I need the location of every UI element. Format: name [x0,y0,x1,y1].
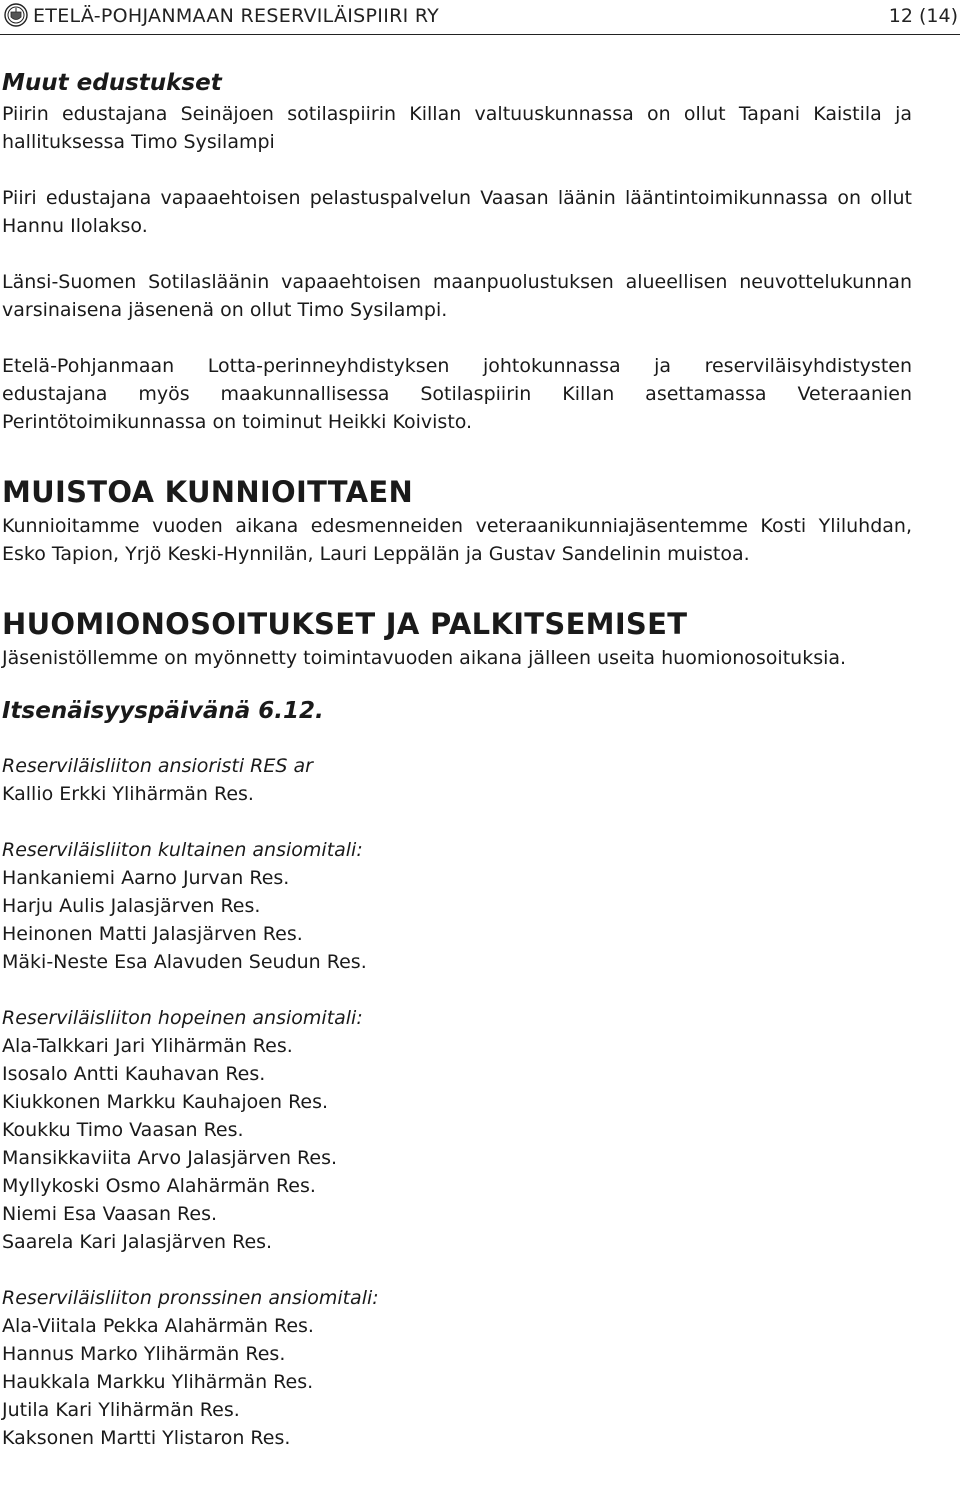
page-header [0,0,960,35]
award-group [2,836,912,976]
recipient-item: Mansikkaviita Arvo Jalasjärven Res. [2,1147,338,1169]
paragraph-pelastuspalvelu: Piiri edustajana vapaaehtoisen pelastuspalvelun Vaasan läänin lääntintoimikunnassa on ollut Hannu Ilolakso. [2,187,912,237]
recipient-item: Kaksonen Martti Ylistaron Res. [2,1427,291,1449]
recipient-item: Harju Aulis Jalasjärven Res. [2,895,261,917]
award-group [2,1004,912,1256]
recipient-item: Hankaniemi Aarno Jurvan Res. [2,867,290,889]
paragraph-huomionosoitukset: Jäsenistöllemme on myönnetty toimintavuoden aikana jälleen useita huomionosoituksia. [2,647,847,669]
recipient-list [2,1312,912,1452]
paragraph-lotta-line: Perintötoimikunnassa on toiminut Heikki Koivisto. [2,411,473,433]
document-body [2,68,912,1452]
emblem-icon [4,3,28,27]
award-group [2,1284,912,1452]
award-category: Reserviläisliiton ansioristi RES ar [2,755,313,777]
recipient-item: Hannus Marko Ylihärmän Res. [2,1343,286,1365]
recipient-item: Jutila Kari Ylihärmän Res. [2,1399,240,1421]
recipient-list [2,864,912,976]
recipient-item: Kallio Erkki Ylihärmän Res. [2,783,254,805]
recipient-item: Heinonen Matti Jalasjärven Res. [2,923,303,945]
recipient-item: Isosalo Antti Kauhavan Res. [2,1063,266,1085]
recipient-item: Haukkala Markku Ylihärmän Res. [2,1371,314,1393]
paragraph-lotta-line: edustajana myös maakunnallisessa Sotilaspiirin Killan asettamassa Veteraanien [2,383,912,405]
recipient-item: Ala-Viitala Pekka Alahärmän Res. [2,1315,314,1337]
recipient-item: Mäki-Neste Esa Alavuden Seudun Res. [2,951,367,973]
paragraph-kilta: Piirin edustajana Seinäjoen sotilaspiirin Killan valtuuskunnassa on ollut Tapani Kaistila ja hallituksessa Timo Sysilampi [2,103,912,153]
recipient-item: Saarela Kari Jalasjärven Res. [2,1231,273,1253]
paragraph-lotta [2,352,912,436]
page-number: 12 (14) [888,5,958,27]
recipient-list [2,1032,912,1256]
award-category: Reserviläisliiton kultainen ansiomitali: [2,839,363,861]
recipient-list [2,780,912,808]
recipient-item: Koukku Timo Vaasan Res. [2,1119,244,1141]
award-category: Reserviläisliiton hopeinen ansiomitali: [2,1007,363,1029]
awards-list [2,752,912,1452]
paragraph-muistoa: Kunnioitamme vuoden aikana edesmenneiden veteraanikunniajäsentemme Kosti Yliluhdan, Esko Tapion, Yrjö Keski-Hynnilän, Lauri Leppälän ja Gustav Sandelinin muistoa. [2,515,912,565]
recipient-item: Myllykoski Osmo Alahärmän Res. [2,1175,316,1197]
section-heading-muistoa: MUISTOA KUNNIOITTAEN [2,475,414,509]
award-group [2,752,912,808]
section-heading-huomionosoitukset: HUOMIONOSOITUKSET JA PALKITSEMISET [2,607,688,641]
recipient-item: Ala-Talkkari Jari Ylihärmän Res. [2,1035,293,1057]
recipient-item: Niemi Esa Vaasan Res. [2,1203,218,1225]
paragraph-neuvottelukunta: Länsi-Suomen Sotilasläänin vapaaehtoisen maanpuolustuksen alueellisen neuvottelukunnan varsinaisena jäsenenä on ollut Timo Sysilampi. [2,271,912,321]
paragraph-lotta-line: Etelä-Pohjanmaan Lotta-perinneyhdistyksen johtokunnassa ja reserviläisyhdistysten [2,355,912,377]
section-heading-muut-edustukset: Muut edustukset [2,70,222,96]
subheading-itsenaisyyspaiva: Itsenäisyyspäivänä 6.12. [2,698,324,724]
organization-name: ETELÄ-POHJANMAAN RESERVILÄISPIIRI RY [33,5,440,27]
recipient-item: Kiukkonen Markku Kauhajoen Res. [2,1091,329,1113]
award-category: Reserviläisliiton pronssinen ansiomitali: [2,1287,379,1309]
